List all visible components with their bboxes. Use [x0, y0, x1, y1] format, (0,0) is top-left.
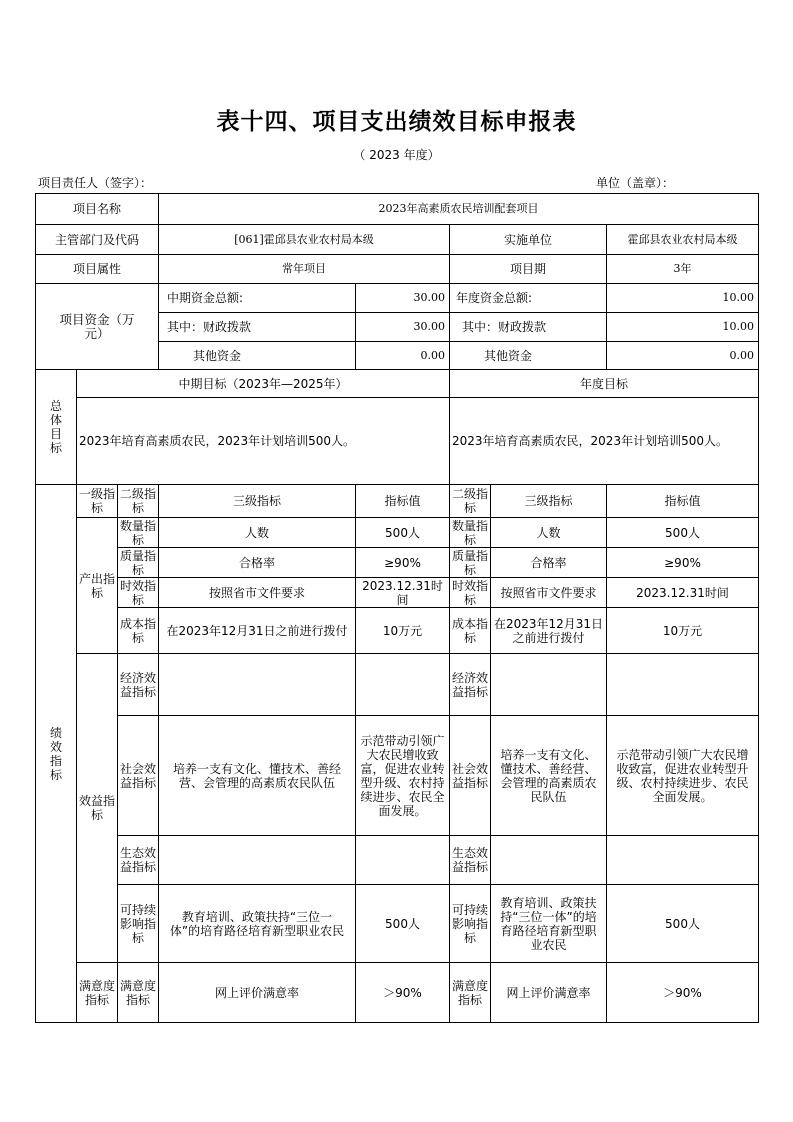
benefit-indicators-label: 效益指标: [77, 654, 118, 963]
annual-value-cell: 500人: [607, 518, 759, 548]
table-row: [36, 885, 759, 963]
goals-header-row: [36, 370, 759, 398]
project-name-value: 2023年高素质农民培训配套项目: [159, 194, 759, 225]
table-row: [36, 963, 759, 1023]
mid-other-value: 0.00: [356, 342, 450, 370]
value-cell: ＞90%: [356, 963, 450, 1023]
annual-level3-cell: 在2023年12月31日之前进行拨付: [491, 608, 607, 654]
value-cell: 2023.12.31时间: [356, 578, 450, 608]
annual-level3-cell: [491, 836, 607, 885]
value-cell: 500人: [356, 518, 450, 548]
performance-header-row: [36, 485, 759, 518]
mid-fiscal-value: 30.00: [356, 313, 450, 342]
department-row: [36, 225, 759, 255]
satisfaction-indicators-label: 满意度指标: [77, 963, 118, 1023]
table-row: [36, 608, 759, 654]
annual-level3-cell: 网上评价满意率: [491, 963, 607, 1023]
level2-cell: 可持续影响指标: [118, 885, 159, 963]
project-funds-label: 项目资金（万元）: [36, 284, 159, 370]
mid-goal-text: 2023年培育高素质农民，2023年计划培训500人。: [77, 398, 450, 485]
level3-cell: 人数: [159, 518, 356, 548]
value-cell: 500人: [356, 885, 450, 963]
project-name-label: 项目名称: [36, 194, 159, 225]
annual-level3-cell: 培养一支有文化、懂技术、善经营、会管理的高素质农民队伍: [491, 716, 607, 836]
value-cell: ≥90%: [356, 548, 450, 578]
period-value: 3年: [607, 255, 759, 284]
table-row: [36, 836, 759, 885]
annual-level2-cell: 质量指标: [450, 548, 491, 578]
annual-total-label: 年度资金总额:: [450, 284, 607, 313]
level3-cell: 在2023年12月31日之前进行拨付: [159, 608, 356, 654]
level3-header: 三级指标: [159, 485, 356, 518]
attribute-label: 项目属性: [36, 255, 159, 284]
level2-cell: 质量指标: [118, 548, 159, 578]
annual-total-value: 10.00: [607, 284, 759, 313]
unit-seal-label: 单位（盖章）：: [596, 176, 675, 190]
annual-level2-cell: 生态效益指标: [450, 836, 491, 885]
table-row: [36, 578, 759, 608]
table-row: [36, 548, 759, 578]
annual-value-cell: [607, 836, 759, 885]
level3-cell: 培养一支有文化、懂技术、善经营、会管理的高素质农民队伍: [159, 716, 356, 836]
level2-cell: 成本指标: [118, 608, 159, 654]
table-row: [36, 654, 759, 716]
level2-cell: 时效指标: [118, 578, 159, 608]
mid-other-label: 其他资金: [159, 342, 356, 370]
level2-cell: 生态效益指标: [118, 836, 159, 885]
annual-level2-cell: 经济效益指标: [450, 654, 491, 716]
performance-target-table: [35, 193, 759, 1023]
table-row: [36, 518, 759, 548]
annual-value-cell: 示范带动引领广大农民增收致富，促进农业转型升级、农村持续进步、农民全面发展。: [607, 716, 759, 836]
annual-level3-cell: 按照省市文件要求: [491, 578, 607, 608]
annual-level2-cell: 社会效益指标: [450, 716, 491, 836]
annual-level3-header: 三级指标: [491, 485, 607, 518]
form-title: 表十四、项目支出绩效目标申报表: [216, 109, 577, 135]
level2-cell: 数量指标: [118, 518, 159, 548]
annual-level3-cell: 教育培训、政策扶持“三位一体”的培育路径培育新型职业农民: [491, 885, 607, 963]
annual-value-cell: [607, 654, 759, 716]
attribute-row: [36, 255, 759, 284]
attribute-value: 常年项目: [159, 255, 450, 284]
value-cell: 10万元: [356, 608, 450, 654]
annual-level2-cell: 满意度指标: [450, 963, 491, 1023]
responsible-person-label: 项目责任人（签字）：: [38, 176, 153, 190]
year-label: （ 2023 年度）: [353, 148, 440, 162]
annual-level2-header: 二级指标: [450, 485, 491, 518]
level3-cell: [159, 836, 356, 885]
value-header: 指标值: [356, 485, 450, 518]
annual-level3-cell: 人数: [491, 518, 607, 548]
annual-goal-text: 2023年培育高素质农民，2023年计划培训500人。: [450, 398, 759, 485]
annual-level2-cell: 可持续影响指标: [450, 885, 491, 963]
level3-cell: [159, 654, 356, 716]
annual-value-cell: 10万元: [607, 608, 759, 654]
annual-level2-cell: 成本指标: [450, 608, 491, 654]
value-cell: 示范带动引领广大农民增收致富，促进农业转型升级、农村持续进步、农民全面发展。: [356, 716, 450, 836]
level1-header: 一级指标: [77, 485, 118, 518]
goals-content-row: [36, 398, 759, 485]
output-indicators-label: 产出指标: [77, 518, 118, 654]
value-cell: [356, 836, 450, 885]
annual-level3-cell: 合格率: [491, 548, 607, 578]
level3-cell: 按照省市文件要求: [159, 578, 356, 608]
level2-cell: 社会效益指标: [118, 716, 159, 836]
level2-header: 二级指标: [118, 485, 159, 518]
implementing-unit-label: 实施单位: [450, 225, 607, 255]
annual-value-cell: 500人: [607, 885, 759, 963]
department-value: [061]霍邱县农业农村局本级: [159, 225, 450, 255]
project-name-row: [36, 194, 759, 225]
annual-value-cell: ≥90%: [607, 548, 759, 578]
annual-value-cell: 2023.12.31时间: [607, 578, 759, 608]
mid-total-value: 30.00: [356, 284, 450, 313]
level2-cell: 经济效益指标: [118, 654, 159, 716]
mid-total-label: 中期资金总额:: [159, 284, 356, 313]
annual-goal-header: 年度目标: [450, 370, 759, 398]
annual-value-cell: ＞90%: [607, 963, 759, 1023]
annual-value-header: 指标值: [607, 485, 759, 518]
department-label: 主管部门及代码: [36, 225, 159, 255]
level2-cell: 满意度指标: [118, 963, 159, 1023]
annual-fiscal-value: 10.00: [607, 313, 759, 342]
funds-total-row: [36, 284, 759, 313]
overall-goals-label: 总体目标: [36, 370, 77, 485]
mid-goal-header: 中期目标（2023年—2025年）: [77, 370, 450, 398]
implementing-unit-value: 霍邱县农业农村局本级: [607, 225, 759, 255]
performance-indicators-label: 绩效指标: [36, 485, 77, 1023]
annual-level2-cell: 数量指标: [450, 518, 491, 548]
value-cell: [356, 654, 450, 716]
annual-level2-cell: 时效指标: [450, 578, 491, 608]
annual-other-value: 0.00: [607, 342, 759, 370]
level3-cell: 教育培训、政策扶持“三位一体”的培育路径培育新型职业农民: [159, 885, 356, 963]
annual-fiscal-label: 其中：财政拨款: [450, 313, 607, 342]
level3-cell: 合格率: [159, 548, 356, 578]
mid-fiscal-label: 其中：财政拨款: [159, 313, 356, 342]
level3-cell: 网上评价满意率: [159, 963, 356, 1023]
table-row: [36, 716, 759, 836]
period-label: 项目期: [450, 255, 607, 284]
annual-other-label: 其他资金: [450, 342, 607, 370]
annual-level3-cell: [491, 654, 607, 716]
